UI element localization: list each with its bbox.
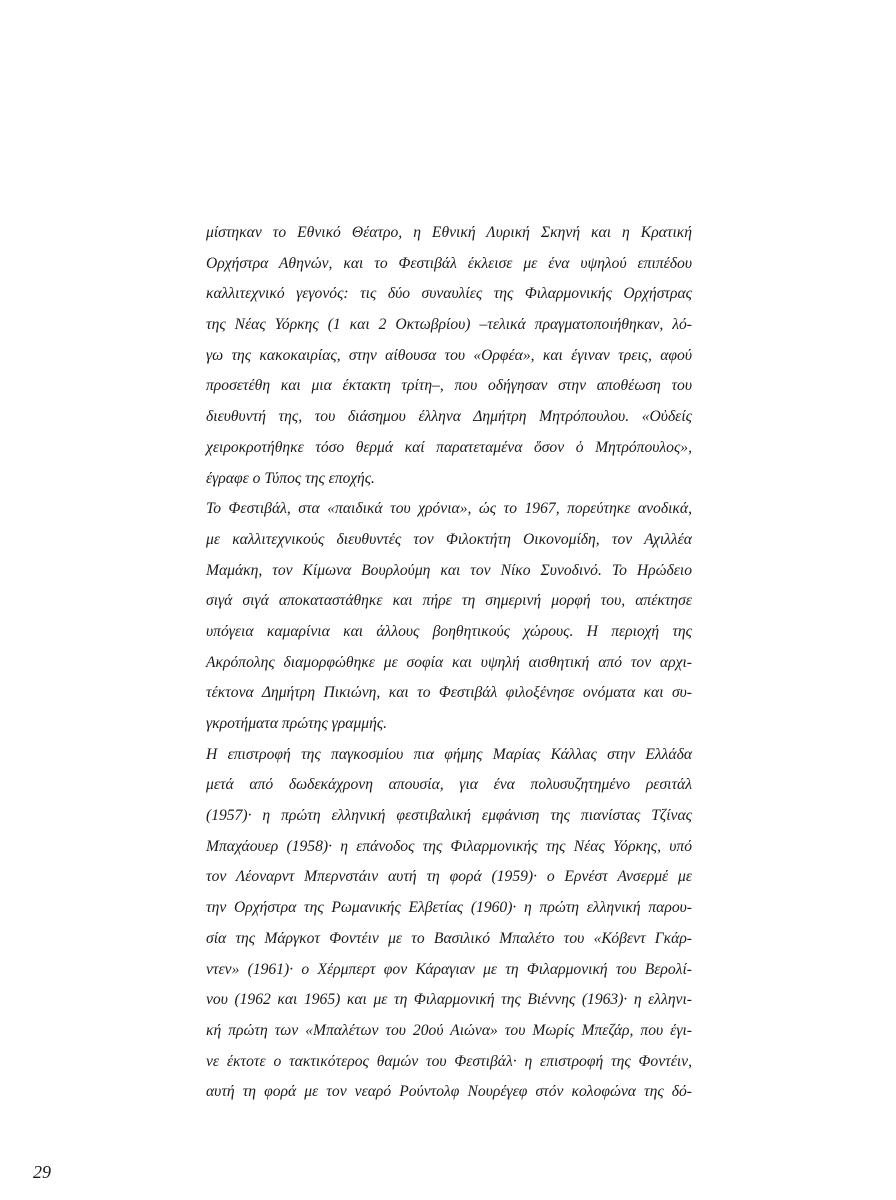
text-line: με καλλιτεχνικούς διευθυντές τον Φιλοκτήτη Οικονομίδη, τον Αχιλλέα [206,530,692,548]
text-line: νε έκτοτε ο τακτικότερος θαμών του Φεστιβάλ· η επιστροφή της Φοντέιν, [206,1052,692,1070]
text-line: νου (1962 και 1965) και με τη Φιλαρμονική της Βιέννης (1963)· η ελληνι- [206,991,692,1009]
text-line: ντεν» (1961)· ο Χέρμπερτ φον Κάραγιαν με τη Φιλαρμονική του Βερολί- [206,960,692,978]
text-line: κή πρώτη των «Μπαλέτων του 20ού Αιώνα» του Μωρίς Μπεζάρ, που έγι- [206,1021,692,1039]
text-line: Μπαχάουερ (1958)· η επάνοδος της Φιλαρμονικής της Νέας Υόρκης, υπό [206,837,692,855]
text-line: τον Λέοναρντ Μπερνστάιν αυτή τη φορά (1959)· ο Ερνέστ Ανσερμέ με [206,868,692,886]
text-line: προσετέθη και μια έκτακτη τρίτη–, που οδήγησαν στην αποθέωση του [206,377,692,395]
text-line: σία της Μάργκοτ Φοντέιν με το Βασιλικό Μπαλέτο του «Κόβεντ Γκάρ- [206,929,692,947]
text-line: χειροκροτήθηκε τόσο θερμά καί παρατεταμένα ὅσον ὁ Μητρόπουλος», [206,438,692,456]
text-line: Το Φεστιβάλ, στα «παιδικά του χρόνια», ώς το 1967, πορεύτηκε ανοδικά, [206,500,692,518]
text-line: Ακρόπολης διαμορφώθηκε με σοφία και υψηλή αισθητική από τον αρχι- [206,653,692,671]
text-line: Ορχήστρα Αθηνών, και το Φεστιβάλ έκλεισε με ένα υψηλού επιπέδου [206,254,692,272]
text-line: γκροτήματα πρώτης γραμμής. [206,715,388,732]
text-line: διευθυντή της, του διάσημου έλληνα Δημήτρη Μητρόπουλου. «Οὐδείς [206,408,692,426]
text-line: Η επιστροφή της παγκοσμίου πια φήμης Μαρίας Κάλλας στην Ελλάδα [206,745,692,763]
text-line: μετά από δωδεκάχρονη απουσία, για ένα πολυσυζητημένο ρεσιτάλ [206,776,692,794]
text-line: καλλιτεχνικό γεγονός: τις δύο συναυλίες της Φιλαρμονικής Ορχήστρας [206,285,692,303]
text-line: Μαμάκη, τον Κίμωνα Βουρλούμη και τον Νίκο Συνοδινό. Το Ηρώδειο [206,561,692,579]
text-line: γω της κακοκαιρίας, στην αίθουσα του «Ορφέα», και έγιναν τρεις, αφού [206,346,692,364]
page-number: 29 [33,1162,51,1182]
text-line: σιγά σιγά αποκαταστάθηκε και πήρε τη σημερινή μορφή του, απέκτησε [206,592,692,610]
text-line: υπόγεια καμαρίνια και άλλους βοηθητικούς χώρους. Η περιοχή της [206,622,692,640]
text-line: (1957)· η πρώτη ελληνική φεστιβαλική εμφάνιση της πιανίστας Τζίνας [206,807,692,825]
text-line: αυτή τη φορά με τον νεαρό Ρούντολφ Νουρέγεφ στόν κολοφώνα της δό- [206,1083,692,1101]
text-line: την Ορχήστρα της Ρωμανικής Ελβετίας (1960)· η πρώτη ελληνική παρου- [206,899,692,917]
text-line: της Νέας Υόρκης (1 και 2 Οκτωβρίου) –τελικά πραγματοποιήθηκαν, λό- [206,316,692,334]
body-text [206,218,692,1108]
text-line: μίστηκαν το Εθνικό Θέατρο, η Εθνική Λυρική Σκηνή και η Κρατική [206,224,692,241]
text-line: έγραφε ο Τύπος της εποχής. [206,469,375,487]
text-line: τέκτονα Δημήτρη Πικιώνη, και το Φεστιβάλ φιλοξένησε ονόματα και συ- [206,684,692,702]
